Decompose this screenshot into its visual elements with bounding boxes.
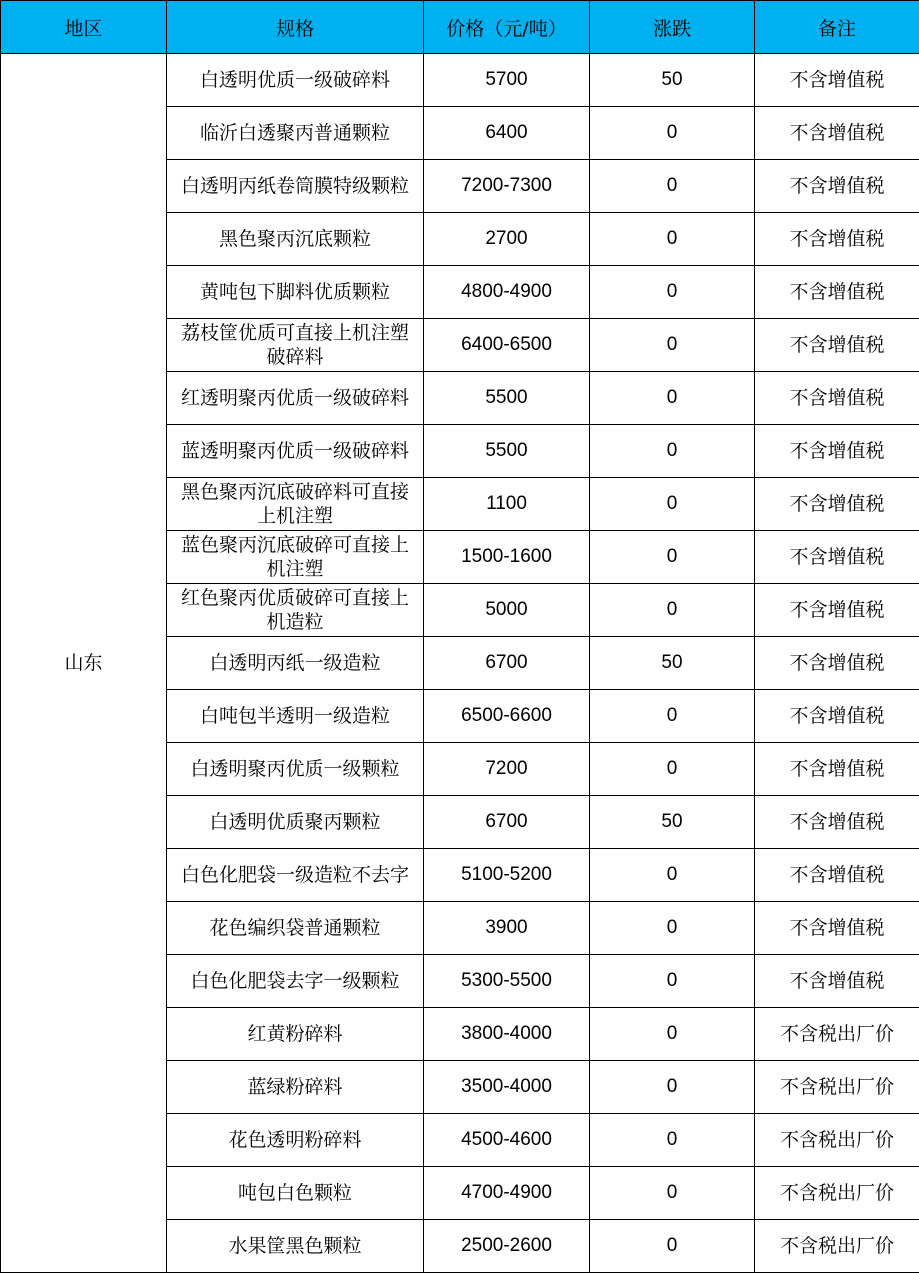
note-cell: 不含增值税 (755, 531, 919, 584)
price-cell: 7200-7300 (424, 160, 590, 213)
note-cell: 不含税出厂价 (755, 1167, 919, 1220)
change-cell: 0 (590, 1008, 755, 1061)
spec-cell: 白透明丙纸卷筒膜特级颗粒 (167, 160, 424, 213)
change-cell: 0 (590, 107, 755, 160)
header-region: 地区 (1, 1, 167, 54)
change-cell: 0 (590, 372, 755, 425)
change-cell: 0 (590, 902, 755, 955)
price-cell: 3500-4000 (424, 1061, 590, 1114)
price-cell: 5300-5500 (424, 955, 590, 1008)
spec-cell: 白透明优质一级破碎料 (167, 54, 424, 107)
price-cell: 5700 (424, 54, 590, 107)
change-cell: 0 (590, 584, 755, 637)
spec-cell: 荔枝筐优质可直接上机注塑破碎料 (167, 319, 424, 372)
change-cell: 50 (590, 796, 755, 849)
change-cell: 0 (590, 266, 755, 319)
change-cell: 0 (590, 690, 755, 743)
price-cell: 7200 (424, 743, 590, 796)
header-price: 价格（元/吨） (424, 1, 590, 54)
spec-cell: 花色编织袋普通颗粒 (167, 902, 424, 955)
note-cell: 不含增值税 (755, 425, 919, 478)
spec-cell: 黄吨包下脚料优质颗粒 (167, 266, 424, 319)
price-cell: 2500-2600 (424, 1220, 590, 1273)
note-cell: 不含税出厂价 (755, 1220, 919, 1273)
note-cell: 不含增值税 (755, 213, 919, 266)
price-cell: 3900 (424, 902, 590, 955)
spec-cell: 白色化肥袋一级造粒不去字 (167, 849, 424, 902)
header-row (1, 1, 919, 54)
spec-cell: 红黄粉碎料 (167, 1008, 424, 1061)
change-cell: 0 (590, 531, 755, 584)
price-cell: 1100 (424, 478, 590, 531)
note-cell: 不含增值税 (755, 902, 919, 955)
change-cell: 0 (590, 319, 755, 372)
spec-cell: 白吨包半透明一级造粒 (167, 690, 424, 743)
change-cell: 0 (590, 478, 755, 531)
spec-cell: 白透明丙纸一级造粒 (167, 637, 424, 690)
price-cell: 5000 (424, 584, 590, 637)
spec-cell: 临沂白透聚丙普通颗粒 (167, 107, 424, 160)
note-cell: 不含增值税 (755, 372, 919, 425)
spec-cell: 红透明聚丙优质一级破碎料 (167, 372, 424, 425)
change-cell: 0 (590, 1114, 755, 1167)
header-note: 备注 (755, 1, 919, 54)
price-cell: 6700 (424, 637, 590, 690)
price-cell: 4800-4900 (424, 266, 590, 319)
spec-cell: 花色透明粉碎料 (167, 1114, 424, 1167)
price-cell: 4700-4900 (424, 1167, 590, 1220)
note-cell: 不含增值税 (755, 584, 919, 637)
spec-cell: 水果筐黑色颗粒 (167, 1220, 424, 1273)
note-cell: 不含税出厂价 (755, 1061, 919, 1114)
price-cell: 6400-6500 (424, 319, 590, 372)
header-change: 涨跌 (590, 1, 755, 54)
spec-cell: 蓝绿粉碎料 (167, 1061, 424, 1114)
change-cell: 50 (590, 54, 755, 107)
spec-cell: 黑色聚丙沉底颗粒 (167, 213, 424, 266)
spec-cell: 蓝色聚丙沉底破碎可直接上机注塑 (167, 531, 424, 584)
spec-cell: 红色聚丙优质破碎可直接上机造粒 (167, 584, 424, 637)
spec-cell: 蓝透明聚丙优质一级破碎料 (167, 425, 424, 478)
price-cell: 6500-6600 (424, 690, 590, 743)
change-cell: 0 (590, 160, 755, 213)
header-spec: 规格 (167, 1, 424, 54)
change-cell: 50 (590, 637, 755, 690)
note-cell: 不含增值税 (755, 54, 919, 107)
price-cell: 4500-4600 (424, 1114, 590, 1167)
price-cell: 3800-4000 (424, 1008, 590, 1061)
table-header (1, 1, 919, 54)
price-cell: 5500 (424, 372, 590, 425)
change-cell: 0 (590, 1167, 755, 1220)
price-cell: 6400 (424, 107, 590, 160)
note-cell: 不含增值税 (755, 107, 919, 160)
change-cell: 0 (590, 1220, 755, 1273)
change-cell: 0 (590, 955, 755, 1008)
price-cell: 2700 (424, 213, 590, 266)
price-cell: 5500 (424, 425, 590, 478)
spec-cell: 白透明聚丙优质一级颗粒 (167, 743, 424, 796)
note-cell: 不含税出厂价 (755, 1008, 919, 1061)
price-cell: 6700 (424, 796, 590, 849)
change-cell: 0 (590, 1061, 755, 1114)
table-body (1, 54, 919, 1273)
note-cell: 不含增值税 (755, 478, 919, 531)
change-cell: 0 (590, 743, 755, 796)
note-cell: 不含增值税 (755, 637, 919, 690)
note-cell: 不含增值税 (755, 955, 919, 1008)
change-cell: 0 (590, 213, 755, 266)
note-cell: 不含增值税 (755, 796, 919, 849)
region-cell: 山东 (1, 54, 167, 1273)
note-cell: 不含增值税 (755, 743, 919, 796)
note-cell: 不含增值税 (755, 690, 919, 743)
note-cell: 不含税出厂价 (755, 1114, 919, 1167)
spec-cell: 白透明优质聚丙颗粒 (167, 796, 424, 849)
change-cell: 0 (590, 425, 755, 478)
spec-cell: 黑色聚丙沉底破碎料可直接上机注塑 (167, 478, 424, 531)
change-cell: 0 (590, 849, 755, 902)
spec-cell: 白色化肥袋去字一级颗粒 (167, 955, 424, 1008)
note-cell: 不含增值税 (755, 319, 919, 372)
note-cell: 不含增值税 (755, 849, 919, 902)
note-cell: 不含增值税 (755, 266, 919, 319)
price-cell: 1500-1600 (424, 531, 590, 584)
table-row (1, 54, 919, 107)
note-cell: 不含增值税 (755, 160, 919, 213)
spec-cell: 吨包白色颗粒 (167, 1167, 424, 1220)
price-cell: 5100-5200 (424, 849, 590, 902)
